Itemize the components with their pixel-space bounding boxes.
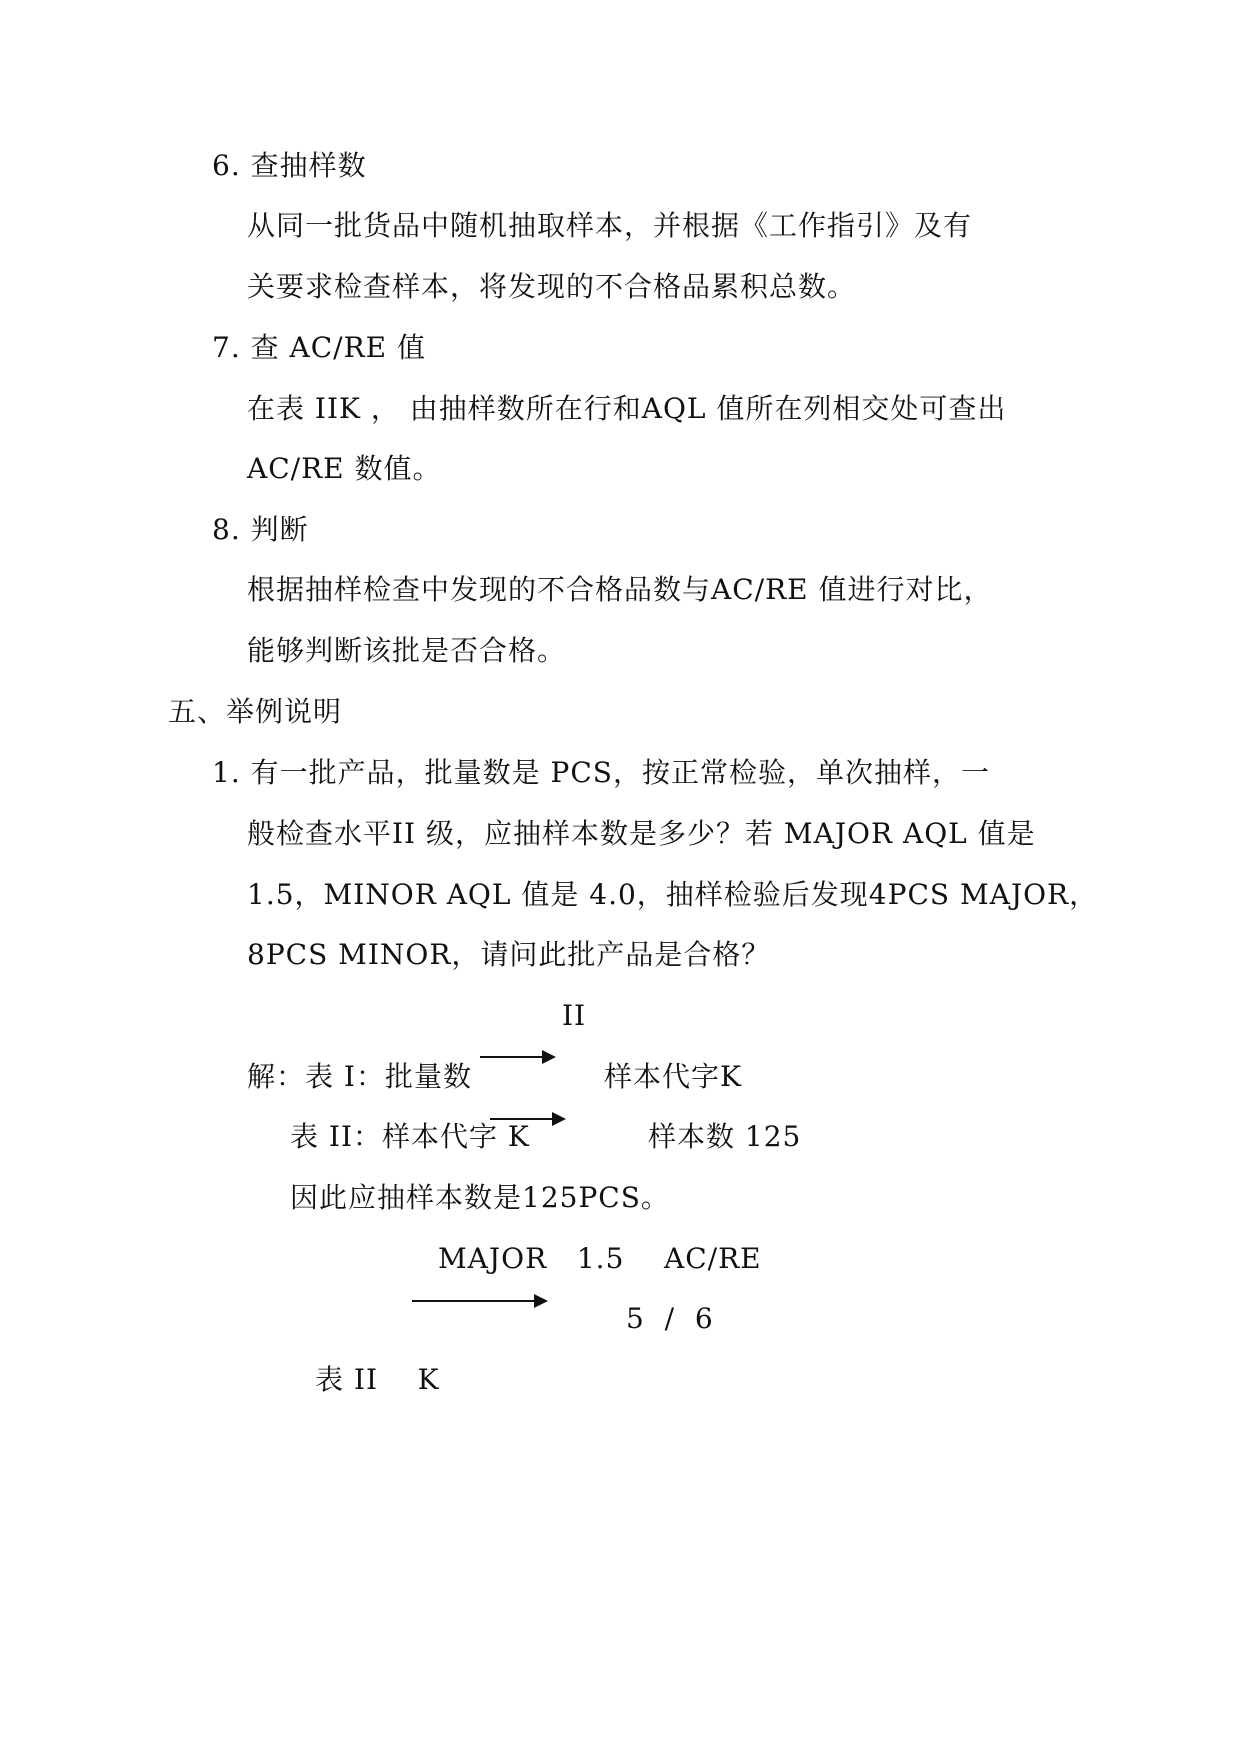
solution-line-1-left: 解：表 I：批量数 bbox=[247, 1060, 472, 1093]
section-7-body-line-2: AC/RE 数值。 bbox=[247, 452, 442, 485]
arrow-right-icon bbox=[412, 1294, 548, 1308]
arrow-right-icon bbox=[490, 1112, 566, 1126]
example-1-line-4: 8PCS MINOR，请问此批产品是合格？ bbox=[247, 938, 771, 971]
section-6-heading: 6. 查抽样数 bbox=[212, 149, 367, 182]
part-five-heading: 五、举例说明 bbox=[168, 695, 343, 728]
solution-line-2-right: 样本数 125 bbox=[648, 1120, 802, 1153]
example-1-line-2: 般检查水平II 级，应抽样本数是多少？若 MAJOR AQL 值是 bbox=[247, 817, 1036, 850]
table-ii-k-label: 表 II K bbox=[315, 1363, 440, 1396]
section-8-body-line-1: 根据抽样检查中发现的不合格品数与AC/RE 值进行对比， bbox=[247, 573, 993, 606]
section-6-body-line-1: 从同一批货品中随机抽取样本，并根据《工作指引》及有 bbox=[247, 209, 973, 242]
inspection-level-label: II bbox=[562, 999, 587, 1032]
section-7-heading: 7. 查 AC/RE 值 bbox=[212, 331, 427, 364]
solution-line-2-left: 表 II：样本代字 K bbox=[290, 1120, 530, 1153]
major-aql-label: MAJOR 1.5 AC/RE bbox=[438, 1242, 762, 1275]
section-6-body-line-2: 关要求检查样本，将发现的不合格品累积总数。 bbox=[247, 270, 857, 303]
arrow-right-icon bbox=[480, 1050, 556, 1064]
major-ac-re-result: 5 / 6 bbox=[626, 1302, 714, 1335]
solution-line-1-right: 样本代字K bbox=[604, 1060, 742, 1093]
example-1-line-3: 1.5，MINOR AQL 值是 4.0，抽样检验后发现4PCS MAJOR， bbox=[247, 878, 1099, 911]
solution-line-3: 因此应抽样本数是125PCS。 bbox=[290, 1181, 670, 1214]
section-7-body-line-1: 在表 IIK ， 由抽样数所在行和AQL 值所在列相交处可查出 bbox=[247, 392, 1007, 425]
section-8-heading: 8. 判断 bbox=[212, 513, 309, 546]
section-8-body-line-2: 能够判断该批是否合格。 bbox=[247, 634, 567, 667]
example-1-line-1: 1. 有一批产品，批量数是 PCS，按正常检验，单次抽样，一 bbox=[212, 756, 990, 789]
